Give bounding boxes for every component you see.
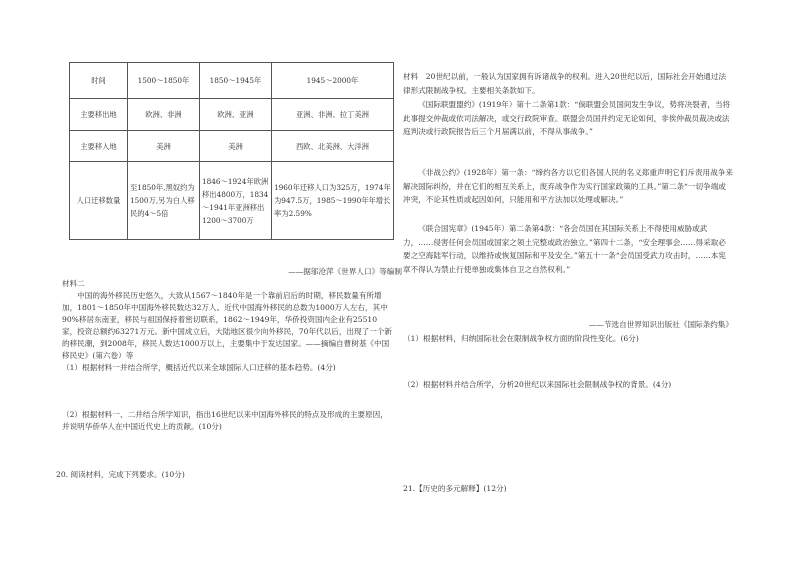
- table-source: ——据邬沧萍《世界人口》等编制: [288, 267, 402, 276]
- table-cell: 美洲: [200, 131, 272, 162]
- question-1-left: （1）根据材料一并结合所学，概括近代以来全球国际人口迁移的基本趋势。(4分): [62, 363, 336, 372]
- material-intro: 材料 20世纪以前，一般认为国家拥有诉诸战争的权利。进入20世纪以后，国际社会开始通过法律形式限制战争权。主要相关条款如下。: [403, 72, 727, 95]
- covenant-paragraph: 《国际联盟盟约》(1919年）第十二条第1款：“倘联盟会员国间发生争议，势将决裂者，当将此事提交仲裁或依司法解决，或交行政院审查。联盟会员国并约定无论如何，非俟仲裁员裁决或法庭判决或行政院报告后三个月届满以前，不得从事战争。”: [403, 100, 731, 137]
- table-row: [70, 162, 394, 240]
- table-row: [70, 99, 394, 131]
- question-20: 20. 阅读材料，完成下列要求。(10分): [56, 470, 185, 479]
- table-header-cell: 1850～1945年: [200, 63, 272, 99]
- question-1-right: （1）根据材料，归纳国际社会在限制战争权方面的阶段性变化。(6分): [403, 334, 639, 343]
- migration-table: [69, 62, 394, 240]
- table-cell: 欧洲、亚洲: [200, 99, 272, 131]
- table-header-cell: 时间: [70, 63, 128, 99]
- question-21: 21.【历史的多元解释】(12分): [403, 484, 507, 493]
- table-cell: 至1850年,黑奴约为1500万,另为白人移民的4～5倍: [128, 162, 200, 240]
- table-cell: 美洲: [128, 131, 200, 162]
- right-source: ——节选自世界知识出版社《国际条约集》: [588, 320, 733, 329]
- table-row-label: 主要移出地: [70, 99, 128, 131]
- table-cell: 1846～1924年欧洲移出4800万，1834～1941年亚洲移出1200～3700万: [200, 162, 272, 240]
- table-row-label: 人口迁移数量: [70, 162, 128, 240]
- table-cell: 欧洲、非洲: [128, 99, 200, 131]
- table-header-row: [70, 63, 394, 99]
- table-cell: 西欧、北美洲、大洋洲: [272, 131, 394, 162]
- material2-body: 中国的海外移民历史悠久，大致从1567～1840年是一个靠前启后的时期，移民数量有所增加，1801～1850年中国海外移民数达32万人。近代中国海外移民的总数为1000万人左右，其中90%移居东南亚，移民与祖国保持着密切联系，1862～1949年，华侨投资国内企业有25510家，投资总额约63271万元。新中国成立后，大陆地区很少向外移民，70年代以后，出现了一个新的移民潮，到2008年，移民人数达1000万以上，主要集中于发达国家。——摘编自曹树基《中国移民史》(第六卷）等: [62, 291, 392, 360]
- table-header-cell: 1945～2000年: [272, 63, 394, 99]
- table-row: [70, 131, 394, 162]
- table-cell: 1960年迁移人口为325万，1974年为947.5万，1985～1990年年增长率为2.59%: [272, 162, 394, 240]
- un-charter-paragraph: 《联合国宪章》(1945年）第二条第4款：“各会员国在其国际关系上不得使用威胁或武力，……侵害任何会员国或国家之领土完整或政治独立。”第四十二条，“安全理事会……得采取必要之空海陆军行动，以维持或恢复国际和平及安全。”第五十一条“会员国受武力攻击时，……本宪章不得认为禁止行使单独或集体自卫之自然权利。”: [403, 224, 726, 274]
- table-cell: 亚洲、非洲、拉丁美洲: [272, 99, 394, 131]
- table-row-label: 主要移入地: [70, 131, 128, 162]
- pact-paragraph: 《非战公约》(1928年）第一条：“缔约各方以它们各国人民的名义郑重声明它们斥责用战争来解决国际纠纷，并在它们的相互关系上，废弃战争作为实行国家政策的工具。”第二条“一切争端或冲突，不论其性质或起因如何，只能用和平方法加以处理或解决。”: [403, 168, 733, 205]
- question-2-left: （2）根据材料一、二并结合所学知识，指出16世纪以来中国海外移民的特点及形成的主要原因，并说明华侨华人在中国近代史上的贡献。(10分): [62, 410, 388, 431]
- table-header-cell: 1500～1850年: [128, 63, 200, 99]
- question-2-right: （2）根据材料并结合所学，分析20世纪以来国际社会限制战争权的背景。(4分): [403, 380, 672, 389]
- material2-heading: 材料二: [62, 279, 85, 288]
